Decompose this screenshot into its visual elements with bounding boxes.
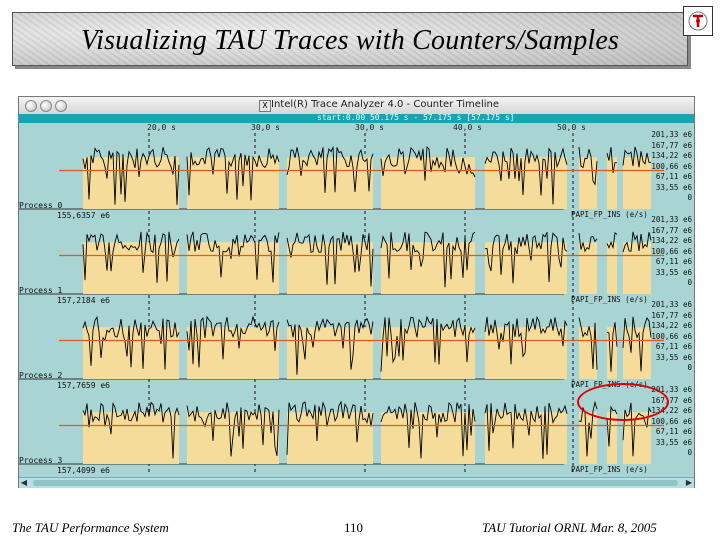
compute-phase-bar <box>187 242 279 294</box>
horizontal-scrollbar[interactable] <box>19 477 694 488</box>
slide-title-banner <box>12 12 688 66</box>
y-scale-tick-label: 67,11 e6 <box>655 172 692 181</box>
time-tick-label: 30,0 s <box>251 123 280 132</box>
compute-phase-bar <box>623 242 651 294</box>
y-scale-tick-label: 134,22 e6 <box>651 406 692 415</box>
y-scale-tick-label: 33,55 e6 <box>655 352 692 362</box>
counter-timeline-canvas[interactable] <box>19 97 694 487</box>
footer-right-text: TAU Tutorial ORNL Mar. 8, 2005 <box>482 520 657 535</box>
compute-phase-bar <box>381 242 475 294</box>
compute-phase-bar <box>381 157 475 209</box>
y-scale-tick-label: 167,77 e6 <box>651 225 692 235</box>
counter-name-label: PAPI_FP_INS (e/s) <box>571 465 648 474</box>
trace-analyzer-window <box>18 96 695 488</box>
counter-name-label: PAPI_FP_INS (e/s) <box>571 380 648 389</box>
compute-phase-bar <box>287 327 373 379</box>
slide-title: Visualizing TAU Traces with Counters/Samples <box>80 25 620 56</box>
y-scale-tick-label: 167,77 e6 <box>651 310 692 320</box>
y-scale-tick-label: 201,33 e6 <box>651 300 692 309</box>
scroll-right-arrow-icon[interactable]: ▶ <box>685 478 693 487</box>
process-peak-value: 157,7659 e6 <box>57 381 110 390</box>
y-scale-tick-label: 67,11 e6 <box>655 427 692 436</box>
y-scale-tick-label: 201,33 e6 <box>651 130 692 139</box>
compute-phase-bar <box>623 157 651 209</box>
page-number: 110 <box>344 520 364 535</box>
process-label: Process 1 <box>19 286 63 295</box>
compute-phase-bar <box>485 242 567 294</box>
time-tick-label: 20,0 s <box>147 123 176 132</box>
y-scale-tick-label: 33,55 e6 <box>655 267 692 277</box>
process-label: Process 0 <box>19 201 63 210</box>
process-peak-value: 157,2184 e6 <box>57 296 110 305</box>
y-scale-tick-label: 100,66 e6 <box>651 331 692 341</box>
y-scale-tick-label: 0 <box>687 278 692 287</box>
process-peak-value: 155,6357 e6 <box>57 211 110 220</box>
y-scale-tick-label: 134,22 e6 <box>651 236 692 245</box>
counter-name-label: PAPI_FP_INS (e/s) <box>571 210 648 219</box>
tau-logo-icon <box>683 6 713 36</box>
window-title: Intel(R) Trace Analyzer 4.0 - Counter Timeline <box>271 99 499 110</box>
counter-name-label: PAPI_FP_INS (e/s) <box>571 295 648 304</box>
y-scale-tick-label: 201,33 e6 <box>651 385 692 394</box>
process-label: Process 3 <box>19 456 63 465</box>
x11-app-icon: X <box>259 100 271 112</box>
compute-phase-bar <box>83 157 179 209</box>
process-peak-value: 157,4099 e6 <box>57 466 110 475</box>
y-scale-tick-label: 134,22 e6 <box>651 151 692 160</box>
compute-phase-bar <box>623 327 651 379</box>
time-tick-label: 50,0 s <box>557 123 586 132</box>
scroll-left-arrow-icon[interactable]: ◀ <box>20 478 28 487</box>
y-scale-tick-label: 134,22 e6 <box>651 321 692 330</box>
compute-phase-bar <box>187 157 279 209</box>
footer-left-text: The TAU Performance System <box>12 520 169 535</box>
y-scale-tick-label: 67,11 e6 <box>655 257 692 266</box>
time-tick-label: 30,0 s <box>355 123 384 132</box>
compute-phase-bar <box>607 242 617 294</box>
process-label: Process 2 <box>19 371 63 380</box>
y-scale-tick-label: 100,66 e6 <box>651 246 692 256</box>
y-scale-tick-label: 67,11 e6 <box>655 342 692 351</box>
y-scale-tick-label: 0 <box>687 193 692 202</box>
scrollbar-thumb[interactable] <box>33 480 678 486</box>
view-range-text: start:0.00 50.175 s - 57.175 s [57.175 s] <box>317 113 515 122</box>
y-scale-tick-label: 100,66 e6 <box>651 416 692 426</box>
highlight-annotation-circle <box>577 383 669 421</box>
y-scale-tick-label: 167,77 e6 <box>651 395 692 405</box>
y-scale-tick-label: 33,55 e6 <box>655 182 692 192</box>
compute-phase-bar <box>381 412 475 464</box>
y-scale-tick-label: 0 <box>687 448 692 457</box>
compute-phase-bar <box>287 242 373 294</box>
y-scale-tick-label: 167,77 e6 <box>651 140 692 150</box>
y-scale-tick-label: 33,55 e6 <box>655 437 692 447</box>
compute-phase-bar <box>579 242 597 294</box>
y-scale-tick-label: 201,33 e6 <box>651 215 692 224</box>
y-scale-tick-label: 0 <box>687 363 692 372</box>
y-scale-tick-label: 100,66 e6 <box>651 161 692 171</box>
time-tick-label: 40,0 s <box>453 123 482 132</box>
